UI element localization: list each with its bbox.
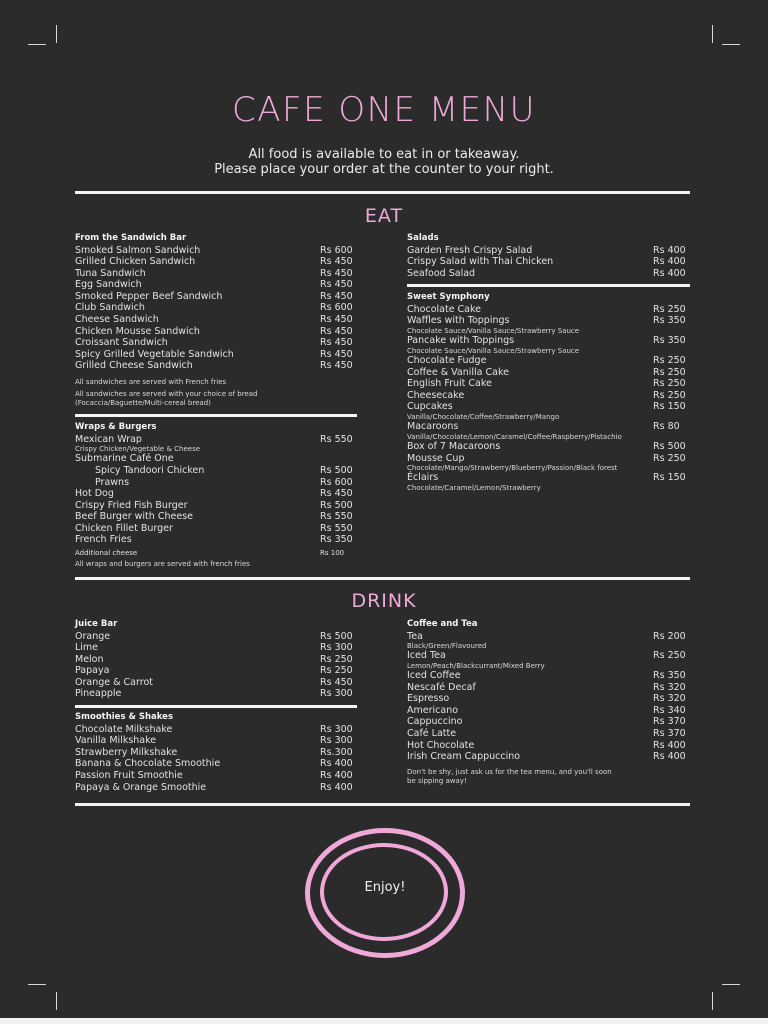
item-price: Rs 250: [653, 378, 686, 390]
menu-item: [75, 654, 357, 666]
item-price: Rs 450: [320, 676, 353, 688]
item-price: Rs 450: [320, 314, 353, 326]
menu-item: [75, 548, 357, 560]
menu-item: [75, 747, 357, 759]
item-name: Tea: [407, 630, 423, 642]
menu-item: [75, 349, 357, 361]
item-price: Rs 250: [653, 366, 686, 378]
menu-item: [75, 302, 357, 314]
item-name: Cheese Sandwich: [75, 314, 159, 326]
item-name: Iced Tea: [407, 650, 446, 662]
menu-item: [75, 337, 357, 349]
item-price: Rs 450: [320, 360, 353, 372]
menu-item: [75, 523, 357, 535]
divider: [75, 705, 357, 708]
menu-item: [75, 724, 357, 736]
coffee-note: be sipping away!: [407, 776, 467, 785]
item-name: Cheesecake: [407, 389, 465, 401]
submarine-list: [75, 465, 357, 488]
coffee-list: [407, 631, 690, 763]
menu-item: [75, 735, 357, 747]
item-name: Crispy Fried Fish Burger: [75, 499, 188, 511]
item-price: Rs 600: [320, 302, 353, 314]
item-name: Papaya & Orange Smoothie: [75, 781, 207, 793]
menu-item: [407, 245, 690, 257]
item-name: Chicken Fillet Burger: [75, 522, 173, 534]
item-name: Papaya: [75, 665, 110, 677]
item-name: Banana & Chocolate Smoothie: [75, 758, 221, 770]
item-name: Prawns: [95, 476, 130, 488]
divider: [407, 284, 690, 287]
item-name: French Fries: [75, 534, 132, 546]
item-options: Chocolate/Mango/Strawberry/Blueberry/Passion/Black forest: [407, 464, 618, 473]
item-name: Espresso: [407, 693, 450, 705]
item-price: Rs 400: [320, 758, 353, 770]
item-name: Seafood Salad: [407, 267, 476, 279]
item-name: Grilled Chicken Sandwich: [75, 256, 196, 268]
item-name: Chocolate Cake: [407, 303, 482, 315]
item-price: Rs 250: [653, 303, 686, 315]
item-name: Additional cheese: [75, 549, 138, 558]
item-price: Rs 100: [320, 549, 345, 558]
salads-heading: Salads: [407, 233, 439, 243]
menu-item: [407, 378, 690, 390]
menu-item: [407, 682, 690, 694]
sweet-heading: Sweet Symphony: [407, 292, 490, 303]
menu-item: [407, 728, 690, 740]
juice-heading: Juice Bar: [75, 619, 118, 629]
menu-item: [407, 740, 690, 752]
coffee-heading: Coffee and Tea: [407, 619, 478, 629]
item-price: Rs 500: [653, 440, 686, 452]
sandwich-heading: From the Sandwich Bar: [75, 233, 187, 243]
item-name: Pancake with Toppings: [407, 335, 515, 347]
item-price: Rs 450: [320, 256, 353, 268]
item-name: Americano: [407, 704, 459, 716]
sweet-list: [407, 304, 690, 492]
item-price: Rs 450: [320, 290, 353, 302]
menu-item: [75, 434, 357, 446]
menu-item: [75, 642, 357, 654]
menu-item: [407, 335, 690, 347]
item-name: Café Latte: [407, 728, 457, 740]
wraps-list: [75, 488, 357, 546]
item-price: Rs 250: [653, 650, 686, 662]
crop-mark: [56, 25, 57, 43]
item-name: Hot Dog: [75, 488, 114, 500]
item-options: Crispy Chicken/Vegetable & Cheese: [75, 445, 201, 454]
eat-right-column: [407, 233, 690, 492]
eat-title: EAT: [364, 205, 404, 227]
wraps-note: All wraps and burgers are served with french fries: [75, 559, 250, 568]
item-options: Chocolate Sauce/Vanilla Sauce/Strawberry Sauce: [407, 346, 580, 355]
item-price: Rs 80: [653, 421, 680, 433]
menu-item: [407, 716, 690, 728]
item-price: Rs 550: [320, 522, 353, 534]
menu-item: [75, 770, 357, 782]
item-price: Rs 400: [320, 781, 353, 793]
drink-title: DRINK: [351, 590, 417, 612]
crop-mark: [712, 992, 713, 1010]
menu-item: [75, 500, 357, 512]
item-options: Black/Green/Flavoured: [407, 642, 487, 651]
menu-item: [75, 314, 357, 326]
item-price: Rs 300: [320, 723, 353, 735]
menu-title: CAFE ONE MENU: [232, 90, 536, 130]
item-options: Chocolate/Caramel/Lemon/Strawberry: [407, 483, 541, 492]
intro-line: All food is available to eat in or takeaway.: [248, 147, 520, 162]
item-name: Smoked Pepper Beef Sandwich: [75, 290, 223, 302]
item-price: Rs 450: [320, 348, 353, 360]
menu-item: [407, 705, 690, 717]
item-name: Orange: [75, 630, 111, 642]
menu-item: [75, 326, 357, 338]
item-name: Pineapple: [75, 688, 122, 700]
menu-item: [407, 453, 690, 465]
item-price: Rs 500: [320, 464, 353, 476]
item-price: Rs 600: [320, 476, 353, 488]
crop-mark: [722, 44, 740, 45]
crop-mark: [722, 984, 740, 985]
menu-item: [75, 268, 357, 280]
item-name: Chocolate Fudge: [407, 354, 487, 366]
item-price: Rs 500: [320, 499, 353, 511]
item-price: Rs 550: [320, 433, 353, 445]
item-price: Rs 350: [653, 670, 686, 682]
smoothies-heading: Smoothies & Shakes: [75, 712, 173, 723]
item-name: Cappuccino: [407, 716, 463, 728]
menu-item: [407, 631, 690, 643]
enjoy-label: Enjoy!: [364, 880, 406, 895]
menu-item: [407, 441, 690, 453]
item-price: Rs 250: [653, 452, 686, 464]
item-options: Vanilla/Chocolate/Lemon/Caramel/Coffee/Raspberry/Pistachio: [407, 432, 622, 441]
sandwich-note: All sandwiches are served with your choice of bread: [75, 390, 258, 399]
item-price: Rs 350: [320, 534, 353, 546]
divider: [75, 577, 690, 580]
menu-item: [75, 665, 357, 677]
menu-item: [407, 268, 690, 280]
item-name: Garden Fresh Crispy Salad: [407, 244, 533, 256]
item-options: Lemon/Peach/Blackcurrant/Mixed Berry: [407, 661, 545, 670]
item-name: Iced Coffee: [407, 670, 461, 682]
juice-list: [75, 631, 357, 701]
menu-item: [75, 677, 357, 689]
item-name: Chicken Mousse Sandwich: [75, 325, 200, 337]
item-name: Strawberry Milkshake: [75, 746, 178, 758]
item-price: Rs 320: [653, 693, 686, 705]
item-name: Spicy Tandoori Chicken: [95, 464, 205, 476]
item-name: Egg Sandwich: [75, 279, 142, 291]
item-price: Rs 450: [320, 488, 353, 500]
page-edge: [0, 1018, 768, 1024]
item-options: Chocolate Sauce/Vanilla Sauce/Strawberry Sauce: [407, 326, 580, 335]
crop-mark: [28, 44, 46, 45]
menu-item: [407, 670, 690, 682]
item-name: Coffee & Vanilla Cake: [407, 366, 509, 378]
item-price: Rs 400: [653, 739, 686, 751]
salads-list: [407, 245, 690, 280]
item-price: Rs 300: [320, 688, 353, 700]
item-price: Rs 450: [320, 337, 353, 349]
menu-item: [75, 360, 357, 372]
item-name: Cupcakes: [407, 401, 453, 413]
coffee-note: Don't be shy, just ask us for the tea menu, and you'll soon: [407, 767, 612, 776]
item-name: Nescafé Decaf: [407, 681, 476, 693]
crop-mark: [56, 992, 57, 1010]
item-price: Rs.300: [320, 746, 353, 758]
item-name: Melon: [75, 653, 104, 665]
item-price: Rs 350: [653, 335, 686, 347]
item-price: Rs 550: [320, 511, 353, 523]
menu-item: [407, 256, 690, 268]
sandwich-note: All sandwiches are served with French fries: [75, 378, 227, 387]
menu-item: [75, 279, 357, 291]
sandwich-list: [75, 245, 357, 373]
item-name: Smoked Salmon Sandwich: [75, 244, 201, 256]
menu-item: [75, 688, 357, 700]
item-price: Rs 400: [320, 769, 353, 781]
item-name: Spicy Grilled Vegetable Sandwich: [75, 348, 234, 360]
item-price: Rs 300: [320, 642, 353, 654]
item-name: Vanilla Milkshake: [75, 735, 157, 747]
item-name: Éclairs: [407, 472, 439, 484]
divider: [75, 803, 690, 806]
drink-left-column: [75, 619, 357, 793]
intro-line: Please place your order at the counter to your right.: [214, 162, 554, 177]
item-name: Lime: [75, 642, 99, 654]
item-price: Rs 400: [653, 244, 686, 256]
crop-mark: [712, 25, 713, 43]
item-name: Mousse Cup: [407, 452, 465, 464]
item-price: Rs 400: [653, 267, 686, 279]
item-price: Rs 600: [320, 244, 353, 256]
item-price: Rs 400: [653, 751, 686, 763]
item-price: Rs 320: [653, 681, 686, 693]
item-name: English Fruit Cake: [407, 378, 492, 390]
sandwich-note: (Focaccia/Baguette/Multi-cereal bread): [75, 399, 211, 408]
item-name: Croissant Sandwich: [75, 337, 168, 349]
menu-item: [407, 650, 690, 662]
item-price: Rs 450: [320, 267, 353, 279]
item-price: Rs 250: [653, 354, 686, 366]
item-price: Rs 450: [320, 279, 353, 291]
item-name: Submarine Café One: [75, 453, 174, 465]
menu-item: [75, 453, 357, 465]
item-name: Beef Burger with Cheese: [75, 511, 193, 523]
menu-item: [75, 256, 357, 268]
menu-item: [75, 245, 357, 257]
item-name: Irish Cream Cappuccino: [407, 751, 521, 763]
item-name: Macaroons: [407, 421, 459, 433]
item-price: Rs 450: [320, 325, 353, 337]
menu-item: [75, 534, 357, 546]
item-price: Rs 250: [653, 389, 686, 401]
item-price: Rs 300: [320, 735, 353, 747]
menu-item: [75, 477, 357, 489]
menu-item: [75, 758, 357, 770]
crop-mark: [28, 984, 46, 985]
item-price: Rs 150: [653, 472, 686, 484]
item-name: Tuna Sandwich: [75, 267, 146, 279]
menu-item: [407, 472, 690, 484]
menu-item: [407, 751, 690, 763]
item-price: Rs 150: [653, 401, 686, 413]
divider: [75, 414, 357, 417]
menu-item: [407, 315, 690, 327]
item-price: Rs 400: [653, 256, 686, 268]
menu-item: [75, 465, 357, 477]
item-name: Orange & Carrot: [75, 676, 153, 688]
menu-item: [75, 782, 357, 794]
item-name: Grilled Cheese Sandwich: [75, 360, 193, 372]
eat-left-column: [75, 233, 357, 569]
menu-item: [407, 367, 690, 379]
menu-item: [75, 488, 357, 500]
smoothies-list: [75, 724, 357, 794]
item-price: Rs 250: [320, 653, 353, 665]
item-price: [320, 453, 357, 465]
menu-item: [407, 693, 690, 705]
menu-item: [407, 355, 690, 367]
menu-item: [407, 401, 690, 413]
menu-item: [407, 421, 690, 433]
item-options: Vanilla/Chocolate/Coffee/Strawberry/Mango: [407, 412, 560, 421]
menu-item: [75, 631, 357, 643]
menu-item: [75, 291, 357, 303]
item-name: Waffles with Toppings: [407, 315, 510, 327]
item-name: Chocolate Milkshake: [75, 723, 173, 735]
menu-item: [407, 390, 690, 402]
item-name: Passion Fruit Smoothie: [75, 769, 183, 781]
wraps-heading: Wraps & Burgers: [75, 422, 157, 433]
item-price: Rs 250: [320, 665, 353, 677]
menu-item: [75, 511, 357, 523]
item-name: Hot Chocolate: [407, 739, 475, 751]
item-name: Box of 7 Macaroons: [407, 440, 501, 452]
item-price: Rs 340: [653, 704, 686, 716]
item-price: Rs 370: [653, 728, 686, 740]
item-price: Rs 370: [653, 716, 686, 728]
item-price: Rs 350: [653, 315, 686, 327]
item-price: Rs 500: [320, 630, 353, 642]
item-name: Crispy Salad with Thai Chicken: [407, 256, 554, 268]
intro-text: [0, 147, 768, 177]
item-price: Rs 200: [653, 630, 686, 642]
item-name: Mexican Wrap: [75, 433, 142, 445]
menu-item: [407, 304, 690, 316]
drink-right-column: [407, 619, 690, 786]
item-name: Club Sandwich: [75, 302, 145, 314]
divider: [75, 191, 690, 194]
